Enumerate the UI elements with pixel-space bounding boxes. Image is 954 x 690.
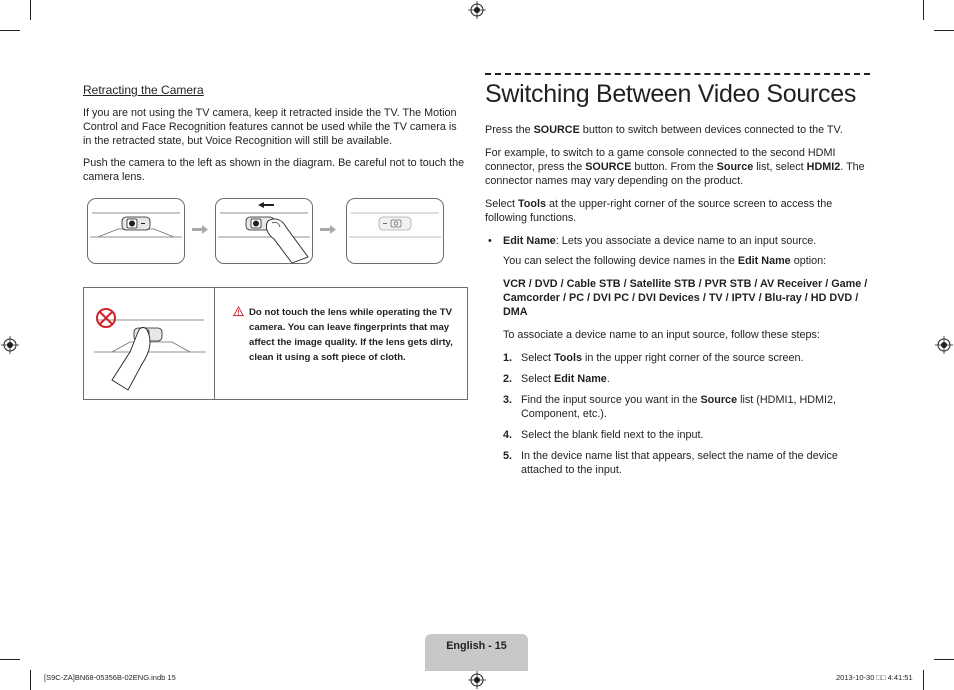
caution-box (83, 287, 468, 400)
menu-label: Tools (518, 198, 547, 210)
text: at the upper-right corner of the source screen to access the following functions. (485, 198, 833, 224)
camera-diagram-3 (346, 198, 444, 264)
crop-mark (0, 659, 20, 660)
camera-diagram-2 (215, 198, 313, 264)
text: . The connector names may vary depending on the product. (485, 161, 865, 187)
step-item (503, 351, 870, 365)
crop-mark (0, 30, 20, 31)
paragraph (485, 123, 870, 137)
crop-mark (923, 0, 924, 20)
step-number: 1. (503, 352, 513, 364)
left-column (83, 83, 467, 192)
menu-label: Source (716, 161, 754, 173)
paragraph: To associate a device name to an input source, follow these steps: (503, 329, 820, 341)
caution-text: Do not touch the lens while operating the TV camera. You can leave fingerprints that may affect the image quality. If the lens gets dirty, clean it using a soft piece of cloth. (249, 307, 453, 363)
paragraph (485, 146, 870, 188)
text: Find the input source you want in the (521, 394, 701, 406)
text: . (606, 373, 610, 385)
text: Select (485, 198, 519, 210)
crop-mark (934, 659, 954, 660)
dashed-rule (485, 73, 870, 75)
step-item (503, 449, 870, 477)
bullet-dot: • (488, 235, 492, 247)
registration-mark-icon (468, 1, 486, 19)
text: list, select (753, 161, 807, 173)
crop-mark (30, 0, 31, 20)
text: button. From the (631, 161, 717, 173)
step-number: 3. (503, 394, 513, 406)
section-heading: Retracting the Camera (83, 83, 204, 97)
camera-retracted-icon (347, 199, 443, 263)
file-slug: [S9C-ZA]BN68-05356B-02ENG.indb 15 (44, 673, 176, 682)
camera-diagram-1 (87, 198, 185, 264)
menu-label: HDMI2 (806, 161, 841, 173)
paragraph (485, 254, 870, 268)
text: list (HDMI1, HDMI2, Component, etc.). (521, 394, 837, 420)
menu-label: Source (700, 394, 738, 406)
step-item (503, 372, 870, 386)
step-number: 5. (503, 450, 513, 462)
crop-mark (30, 670, 31, 690)
key-label: SOURCE (585, 161, 632, 173)
camera-extended-icon (88, 199, 184, 263)
do-not-touch-lens-illustration (92, 302, 208, 392)
arrow-right-icon (192, 225, 208, 234)
step-number: 4. (503, 429, 513, 441)
page-number: English - 15 (446, 640, 507, 652)
crop-mark (923, 670, 924, 690)
bullet-item (485, 234, 870, 248)
text: Press the (485, 124, 534, 136)
paragraph (485, 197, 870, 225)
device-name-list: VCR / DVD / Cable STB / Satellite STB / PVR STB / AV Receiver / Game / Camcorder / PC / DVI PC / DVI Devices / TV / IPTV / Blu-ray / HD DVD / DMA (503, 278, 868, 318)
text: option: (790, 255, 827, 267)
right-column (485, 73, 870, 484)
text: button to switch between devices connected to the TV. (579, 124, 843, 136)
menu-label: Tools (554, 352, 583, 364)
paragraph: If you are not using the TV camera, keep it retracted inside the TV. The Motion Control and Face Recognition features cannot be used while the TV camera is in the retracted state, but Voice Recognition will still be available. (83, 107, 457, 147)
text: Select the blank field next to the input. (521, 429, 704, 441)
step-list (485, 351, 870, 477)
text: In the device name list that appears, select the name of the device attached to the input. (521, 450, 838, 476)
registration-mark-icon (935, 336, 953, 354)
camera-push-hand-icon (216, 199, 312, 263)
paragraph: Push the camera to the left as shown in the diagram. Be careful not to touch the camera lens. (83, 157, 465, 183)
registration-mark-icon (1, 336, 19, 354)
text: : Lets you associate a device name to an input source. (555, 235, 817, 247)
divider (214, 288, 215, 399)
page-title: Switching Between Video Sources (485, 80, 857, 108)
warning-triangle-icon (233, 306, 244, 317)
crop-mark (934, 30, 954, 31)
text: You can select the following device names in the (503, 255, 738, 267)
menu-label: Edit Name (503, 235, 556, 247)
registration-mark-icon (468, 671, 486, 689)
menu-label: Edit Name (737, 255, 791, 267)
text: For example, to switch to a game console connected to the second HDMI connector, press the (485, 147, 836, 173)
key-label: SOURCE (533, 124, 580, 136)
text: Select (521, 352, 555, 364)
arrow-right-icon (320, 225, 336, 234)
text: Select (521, 373, 555, 385)
step-item (503, 428, 870, 442)
text: in the upper right corner of the source screen. (582, 352, 804, 364)
timestamp-slug: 2013-10-30 □□ 4:41:51 (836, 673, 913, 682)
menu-label: Edit Name (554, 373, 607, 385)
step-number: 2. (503, 373, 513, 385)
step-item (503, 393, 870, 421)
